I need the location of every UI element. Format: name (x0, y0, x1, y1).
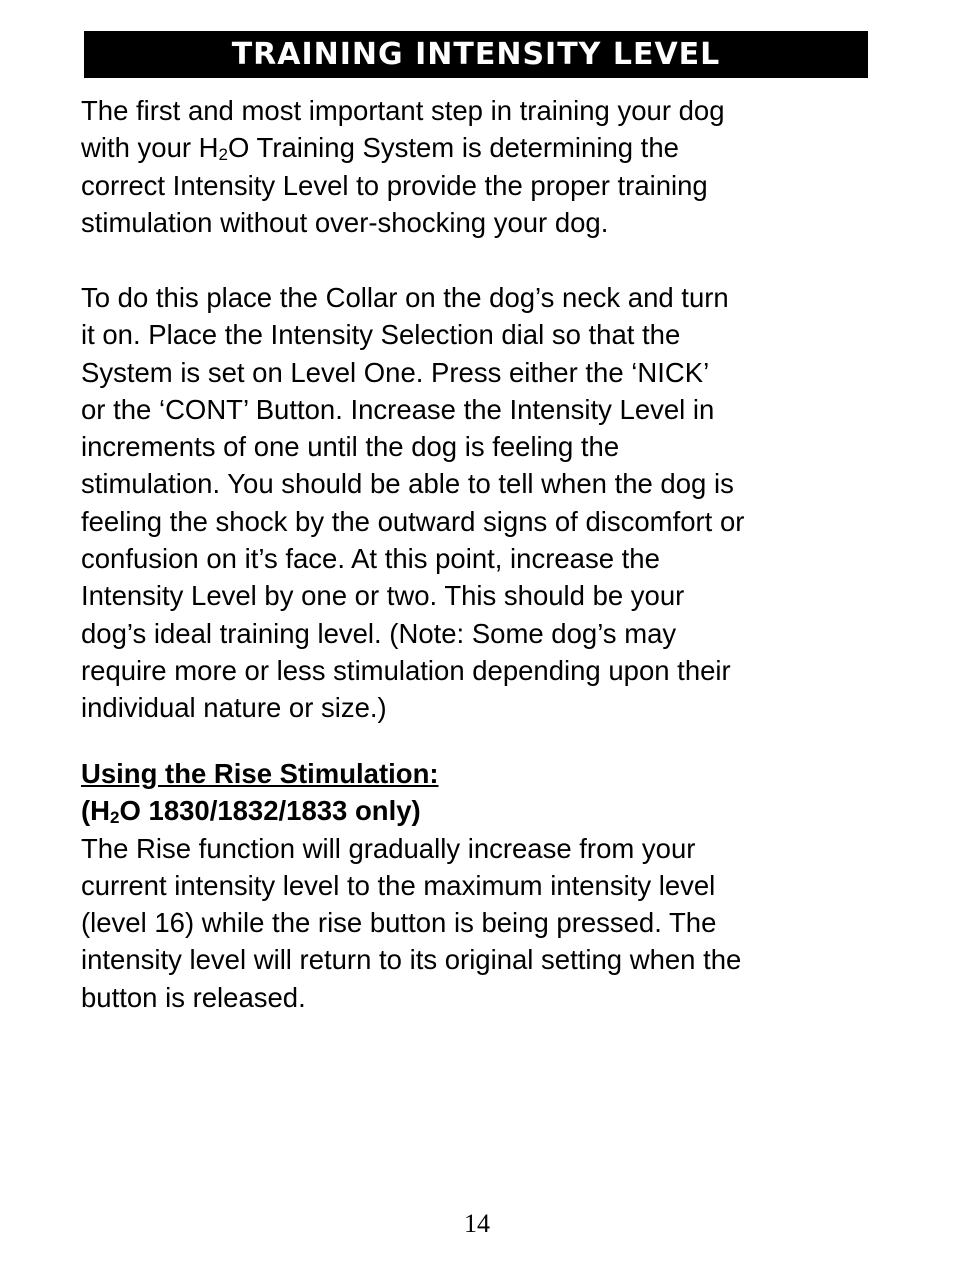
section-heading: Using the Rise Stimulation: (81, 758, 439, 789)
page-number: 14 (464, 1209, 490, 1238)
procedure-line: Intensity Level by one or two. This should be your (81, 580, 685, 612)
procedure-line: or the ‘CONT’ Button. Increase the Intensity Level in (81, 393, 715, 425)
procedure-line: require more or less stimulation depending upon their (81, 654, 731, 686)
procedure-line: increments of one until the dog is feeling the (81, 431, 620, 463)
procedure-line: it on. Place the Intensity Selection dial so that the (81, 319, 681, 351)
page-title: TRAINING INTENSITY LEVEL (84, 31, 868, 78)
rise-line: intensity level will return to its original setting when the (81, 944, 742, 976)
procedure-line: To do this place the Collar on the dog’s neck and turn (81, 282, 729, 313)
procedure-line: dog’s ideal training level. (Note: Some dog’s may (81, 617, 677, 649)
subscript: 2 (110, 808, 120, 828)
procedure-line: System is set on Level One. Press either the ‘NICK’ (81, 356, 710, 388)
procedure-line: individual nature or size.) (81, 692, 387, 724)
subheading-text: (H (81, 795, 111, 827)
subheading-text: O 1830/1832/1833 only) (119, 795, 421, 827)
procedure-line: confusion on it’s face. At this point, increase the (81, 543, 660, 575)
rise-line: current intensity level to the maximum intensity level (81, 869, 716, 901)
intro-line: stimulation without over-shocking your dog. (81, 206, 609, 238)
intro-line: The first and most important step in training your dog (81, 95, 725, 126)
rise-line: button is released. (81, 981, 306, 1013)
intro-text: with your H (81, 132, 219, 164)
subscript: 2 (218, 145, 229, 165)
procedure-line: feeling the shock by the outward signs of discomfort or (81, 505, 745, 537)
intro-line (81, 129, 871, 166)
intro-line: correct Intensity Level to provide the proper training (81, 169, 708, 201)
section-subheading (81, 792, 871, 829)
intro-paragraph (81, 92, 871, 241)
procedure-line: stimulation. You should be able to tell when the dog is (81, 468, 734, 500)
rise-line: (level 16) while the rise button is being pressed. The (81, 907, 717, 939)
procedure-paragraph (81, 279, 871, 727)
intro-text: O Training System is determining the (228, 132, 679, 164)
rise-line: The Rise function will gradually increase from your (81, 832, 696, 864)
rise-section (81, 755, 871, 1016)
